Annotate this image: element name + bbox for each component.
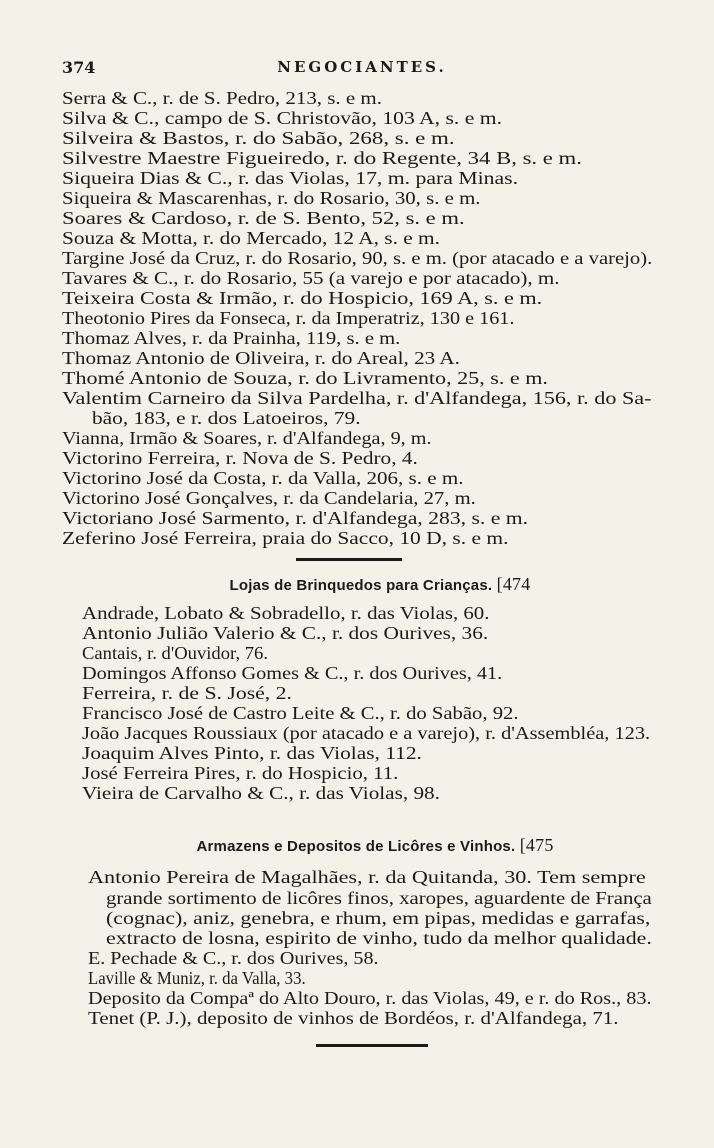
entry-line: extracto de losna, espirito de vinho, tudo da melhor qualidade. [106, 928, 652, 948]
section-number: [475 [519, 835, 554, 855]
entry-line: Victoriano José Sarmento, r. d'Alfandega, 283, s. e m. [62, 508, 529, 528]
entry-line: Zeferino José Ferreira, praia do Sacco, 10 D, s. e m. [62, 528, 509, 548]
section-heading-text: Armazens e Depositos de Licôres e Vinhos. [196, 838, 516, 855]
entry-line: grande sortimento de licôres finos, xaropes, aguardente de França [106, 888, 652, 908]
entry-line: Silvestre Maestre Figueiredo, r. do Regente, 34 B, s. e m. [62, 148, 582, 168]
entry-line: Antonio Julião Valerio & C., r. dos Ourives, 36. [82, 623, 489, 643]
entry-line: Tavares & C., r. do Rosario, 55 (a varejo e por atacado), m. [62, 268, 560, 288]
section-heading-armazens [150, 835, 600, 856]
entry-line: Thomé Antonio de Souza, r. do Livramento, 25, s. e m. [62, 368, 548, 388]
entry-line: Victorino Ferreira, r. Nova de S. Pedro, 4. [62, 448, 418, 468]
entry-line: Andrade, Lobato & Sobradello, r. das Violas, 60. [82, 603, 490, 623]
entry-line: Victorino José da Costa, r. da Valla, 206, s. e m. [62, 468, 464, 488]
entry-line: Ferreira, r. de S. José, 2. [82, 683, 292, 703]
section-heading-lojas [190, 574, 570, 595]
entry-line: Victorino José Gonçalves, r. da Candelaria, 27, m. [62, 488, 476, 508]
entry-line: Theotonio Pires da Fonseca, r. da Imperatriz, 130 e 161. [62, 308, 515, 328]
entry-line: Francisco José de Castro Leite & C., r. do Sabão, 92. [82, 703, 519, 723]
entry-line: Thomaz Alves, r. da Prainha, 119, s. e m. [62, 328, 401, 348]
section-number: [474 [496, 574, 531, 594]
section-heading-text: Lojas de Brinquedos para Crianças. [229, 577, 493, 594]
section-divider [296, 558, 402, 561]
entry-line: Siqueira & Mascarenhas, r. do Rosario, 30, s. e m. [62, 188, 481, 208]
entry-line: Thomaz Antonio de Oliveira, r. do Areal, 23 A. [62, 348, 460, 368]
entry-line: Valentim Carneiro da Silva Pardelha, r. d'Alfandega, 156, r. do Sa- [62, 388, 652, 408]
entry-line: Vieira de Carvalho & C., r. das Violas, 98. [82, 783, 440, 803]
entry-line: Vianna, Irmão & Soares, r. d'Alfandega, 9, m. [62, 428, 432, 448]
running-title: NEGOCIANTES. [277, 58, 447, 76]
entry-line: Laville & Muniz, r. da Valla, 33. [88, 968, 306, 988]
page-number: 374 [62, 58, 96, 77]
entry-line: Tenet (P. J.), deposito de vinhos de Bordéos, r. d'Alfandega, 71. [88, 1008, 619, 1028]
entry-line: Souza & Motta, r. do Mercado, 12 A, s. e m. [62, 228, 440, 248]
entry-line: Serra & C., r. de S. Pedro, 213, s. e m. [62, 88, 382, 108]
entry-line: Domingos Affonso Gomes & C., r. dos Ourives, 41. [82, 663, 503, 683]
entry-line: Joaquim Alves Pinto, r. das Violas, 112. [82, 743, 422, 763]
entry-line: João Jacques Roussiaux (por atacado e a varejo), r. d'Assembléa, 123. [82, 723, 651, 743]
entry-line: Teixeira Costa & Irmão, r. do Hospicio, 169 A, s. e m. [62, 288, 543, 308]
entry-line: Antonio Pereira de Magalhães, r. da Quitanda, 30. Tem sempre [88, 867, 646, 887]
section-divider [316, 1044, 428, 1047]
entry-line: E. Pechade & C., r. dos Ourives, 58. [88, 948, 379, 968]
entry-line: Siqueira Dias & C., r. das Violas, 17, m. para Minas. [62, 168, 519, 188]
entry-line: Silveira & Bastos, r. do Sabão, 268, s. e m. [62, 128, 455, 148]
entry-line: (cognac), aniz, genebra, e rhum, em pipas, medidas e garrafas, [106, 908, 651, 928]
entry-line: Deposito da Compaª do Alto Douro, r. das Violas, 49, e r. do Ros., 83. [88, 988, 652, 1008]
entry-line: José Ferreira Pires, r. do Hospicio, 11. [82, 763, 399, 783]
entry-line: Targine José da Cruz, r. do Rosario, 90, s. e m. (por atacado e a varejo). [62, 248, 653, 268]
entry-line: Cantais, r. d'Ouvidor, 76. [82, 643, 269, 663]
entry-line: Soares & Cardoso, r. de S. Bento, 52, s. e m. [62, 208, 465, 228]
page-header [62, 58, 662, 80]
entry-line: Silva & C., campo de S. Christovão, 103 A, s. e m. [62, 108, 503, 128]
entry-line: bão, 183, e r. dos Latoeiros, 79. [92, 408, 361, 428]
